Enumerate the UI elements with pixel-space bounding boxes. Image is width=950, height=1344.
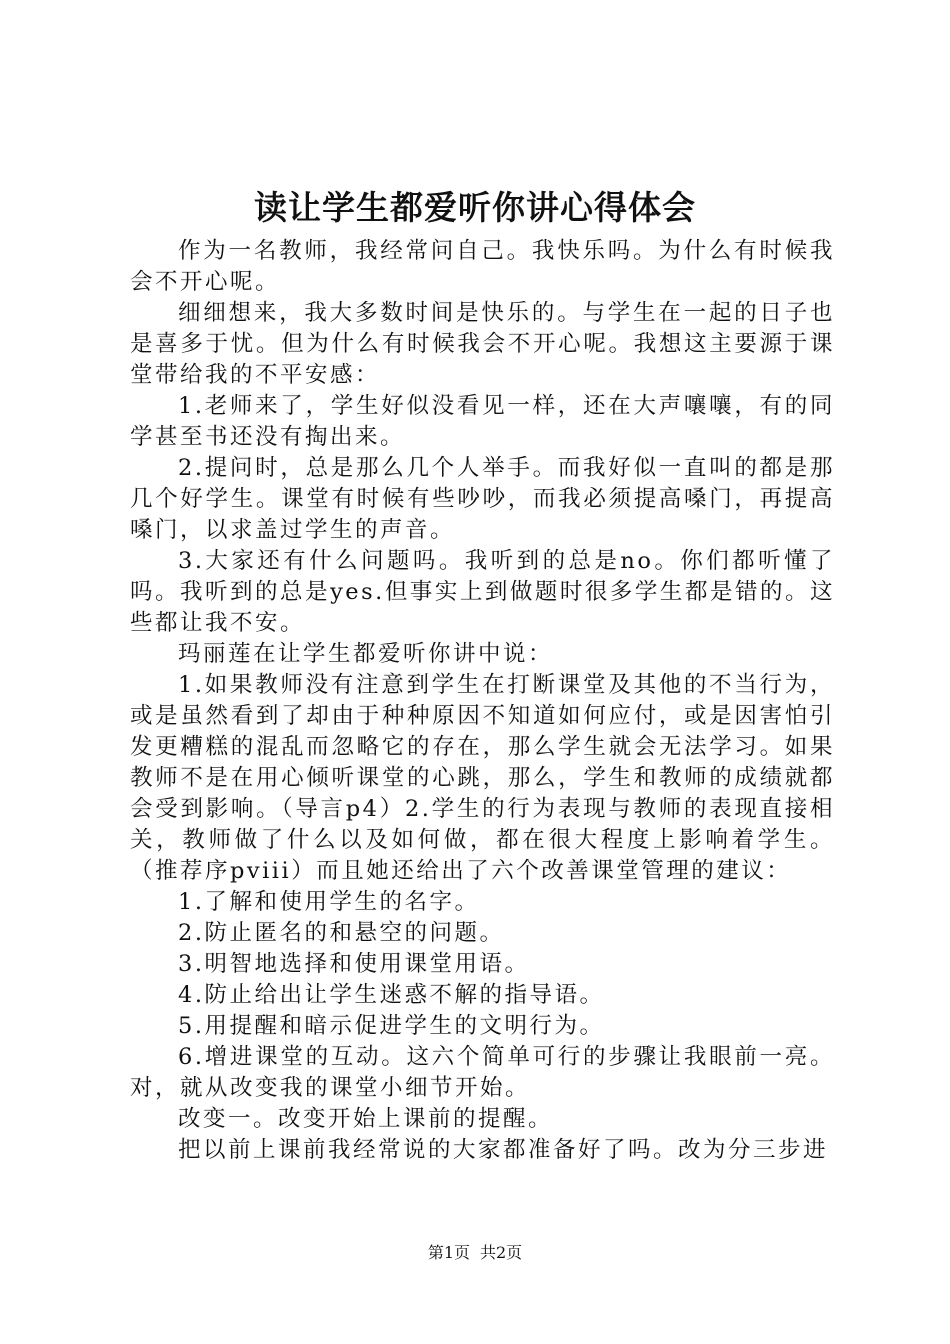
paragraph: 改变一。改变开始上课前的提醒。 <box>178 1106 554 1132</box>
list-item: 2.提问时，总是那么几个人举手。而我好似一直叫的都是那几个好学生。课堂有时候有些吵吵，而我必须提高嗓门，再提高嗓门，以求盖过学生的声音。 <box>130 455 835 543</box>
list-item: 4.防止给出让学生迷惑不解的指导语。 <box>178 982 605 1008</box>
paragraph: 作为一名教师，我经常问自己。我快乐吗。为什么有时候我会不开心呢。 <box>130 238 835 295</box>
list-item: 3.大家还有什么问题吗。我听到的总是no。你们都听懂了吗。我听到的总是yes.但事实上到做题时很多学生都是错的。这些都让我不安。 <box>130 548 835 636</box>
list-item: 2.防止匿名的和悬空的问题。 <box>178 920 505 946</box>
list-item: 1.了解和使用学生的名字。 <box>178 889 480 915</box>
list-item: 3.明智地选择和使用课堂用语。 <box>178 951 530 977</box>
page-footer <box>0 1242 950 1264</box>
list-item: 1.老师来了，学生好似没看见一样，还在大声嚷嚷，有的同学甚至书还没有掏出来。 <box>130 393 835 450</box>
page-number: 第1页 <box>427 1243 470 1262</box>
page-total: 共2页 <box>480 1243 523 1262</box>
paragraph: 把以前上课前我经常说的大家都准备好了吗。改为分三步进 <box>178 1137 829 1163</box>
document-title: 读让学生都爱听你讲心得体会 <box>254 188 696 227</box>
document-body <box>130 236 835 1166</box>
list-item: 5.用提醒和暗示促进学生的文明行为。 <box>178 1013 605 1039</box>
paragraph: 1.如果教师没有注意到学生在打断课堂及其他的不当行为，或是虽然看到了却由于种种原因不知道如何应付，或是因害怕引发更糟糕的混乱而忽略它的存在，那么学生就会无法学习。如果教师不是在用心倾听课堂的心跳，那么，学生和教师的成绩就都会受到影响。（导言p4）2.学生的行为表现与教师的表现直接相关，教师做了什么以及如何做，都在很大程度上影响着学生。（推荐序pviii）而且她还给出了六个改善课堂管理的建议： <box>130 672 835 884</box>
list-item: 6.增进课堂的互动。这六个简单可行的步骤让我眼前一亮。对，就从改变我的课堂小细节开始。 <box>130 1044 835 1101</box>
paragraph: 玛丽莲在让学生都爱听你讲中说： <box>178 641 554 667</box>
paragraph: 细细想来，我大多数时间是快乐的。与学生在一起的日子也是喜多于忧。但为什么有时候我会不开心呢。我想这主要源于课堂带给我的不平安感： <box>130 300 835 388</box>
